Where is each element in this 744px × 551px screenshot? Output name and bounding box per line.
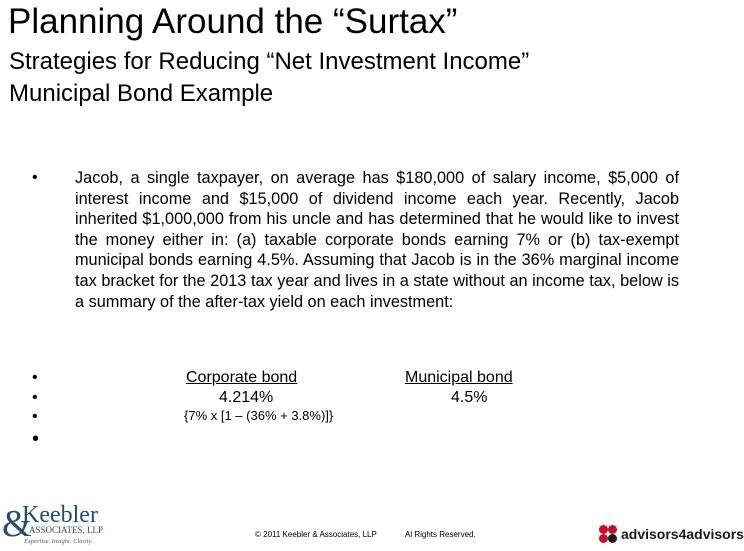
scenario-paragraph: Jacob, a single taxpayer, on average has $180,000 of salary income, $5,000 of interest income and $15,000 of dividend income each year. Recently, Jacob inherited $1,000,000 from his uncle and has determined that he would like to invest the money either in: (a) taxable corporate bonds earning 7% or (b) tax-exempt municipal bonds earning 4.5%. Assuming that Jacob is in the 36% marginal income tax bracket for the 2013 tax year and lives in a state without an income tax, below is a summary of the after-tax yield on each investment: [75, 169, 679, 311]
keebler-logo-sub: ASSOCIATES, LLP [29, 525, 104, 535]
bullet-4: • [32, 408, 38, 425]
municipal-bond-heading: Municipal bond [405, 369, 513, 386]
slide-title: Planning Around the “Surtax” [8, 2, 458, 41]
corporate-yield-formula: {7% x [1 – (36% + 3.8%)]} [184, 408, 334, 423]
slide-subtitle [9, 46, 529, 110]
a4a-wordmark: advisors4advisors [621, 526, 744, 542]
corporate-bond-yield: 4.214% [219, 389, 274, 406]
advisors4advisors-logo [598, 524, 744, 544]
bullet-2: • [32, 369, 38, 386]
bullet-5: • [32, 428, 40, 450]
footer-copyright: © 2011 Keebler & Associates, LLP [255, 530, 377, 539]
keebler-logo-name: Keebler [22, 502, 98, 528]
municipal-bond-yield: 4.5% [451, 389, 488, 406]
keebler-logo-graphic [0, 502, 130, 546]
subtitle-line-2: Municipal Bond Example [9, 80, 274, 107]
footer-rights: Al Rights Reserved. [405, 530, 476, 539]
bullet-3: • [32, 389, 38, 406]
subtitle-line-1: Strategies for Reducing “Net Investment Income” [9, 48, 530, 75]
corporate-bond-heading: Corporate bond [186, 369, 298, 386]
a4a-mark-icon [598, 524, 618, 544]
keebler-logo [0, 502, 130, 546]
keebler-ampersand: & [2, 503, 32, 545]
bullet-1: • [32, 169, 38, 186]
keebler-logo-tagline: Expertise. Insight. Clarity. [24, 538, 93, 545]
